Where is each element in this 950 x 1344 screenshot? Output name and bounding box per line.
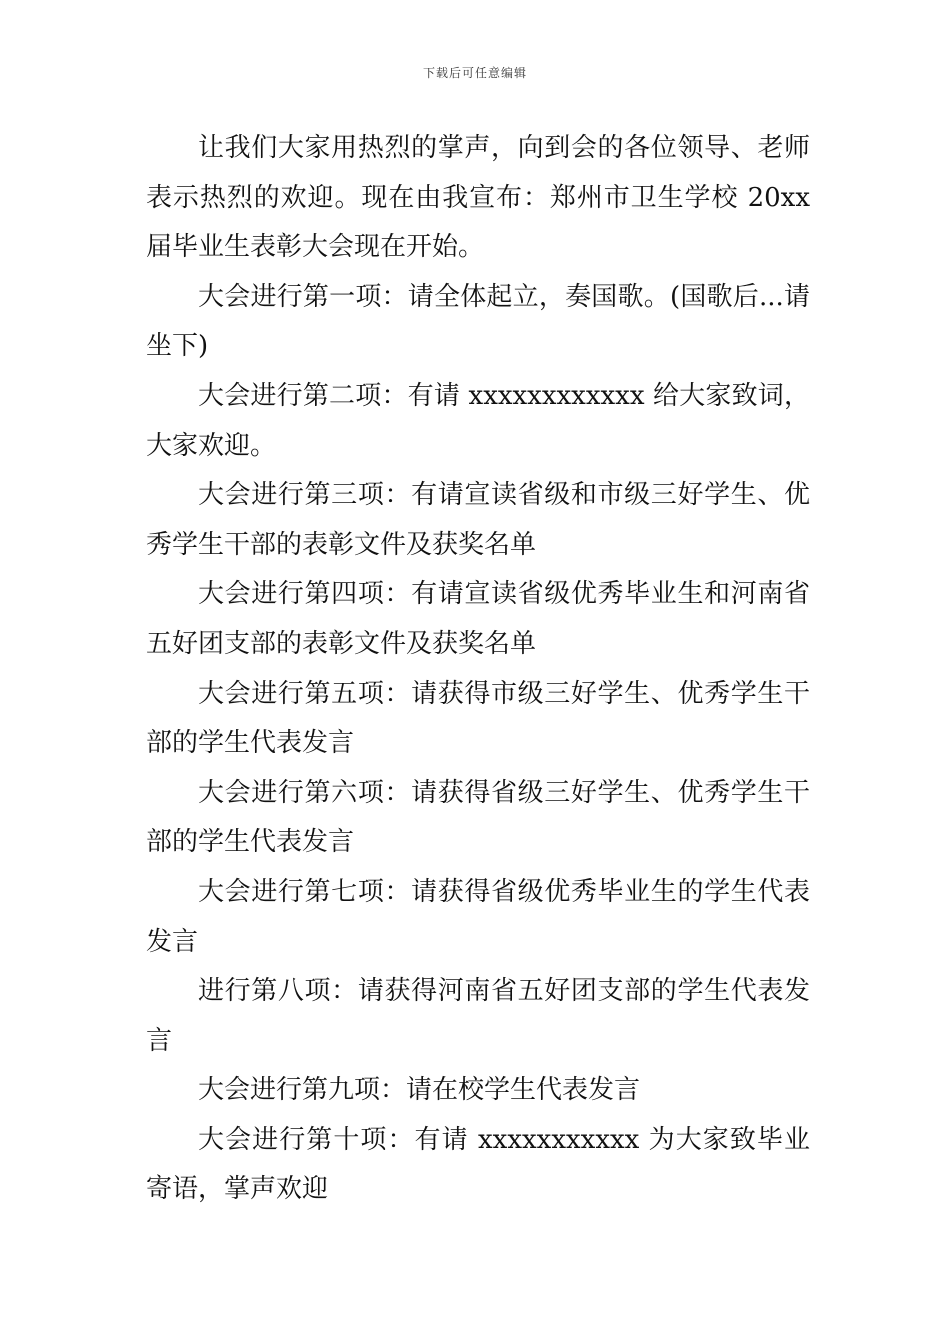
paragraph-item-2: 大会进行第二项：有请 xxxxxxxxxxxx 给大家致词，大家欢迎。 <box>146 380 810 461</box>
paragraph-item-5: 大会进行第五项：请获得市级三好学生、优秀学生干部的学生代表发言 <box>146 678 810 759</box>
paragraph-item-9: 大会进行第九项：请在校学生代表发言 <box>198 1075 641 1106</box>
paragraph-item-8: 进行第八项：请获得河南省五好团支部的学生代表发言 <box>146 976 810 1056</box>
paragraph-item-6: 大会进行第六项：请获得省级三好学生、优秀学生干部的学生代表发言 <box>146 777 810 858</box>
document-body <box>146 124 810 1215</box>
paragraph-opening: 让我们大家用热烈的掌声，向到会的各位领导、老师表示热烈的欢迎。现在由我宣布：郑州市卫生学校 20xx 届毕业生表彰大会现在开始。 <box>146 133 810 263</box>
paragraph-item-10: 大会进行第十项：有请 xxxxxxxxxxx 为大家致毕业寄语，掌声欢迎 <box>146 1124 810 1205</box>
paragraph-item-1: 大会进行第一项：请全体起立，奏国歌。(国歌后...请坐下) <box>146 281 810 362</box>
paragraph-item-3: 大会进行第三项：有请宣读省级和市级三好学生、优秀学生干部的表彰文件及获奖名单 <box>146 480 810 560</box>
paragraph-item-7: 大会进行第七项：请获得省级优秀毕业生的学生代表发言 <box>146 876 810 957</box>
paragraph-item-4: 大会进行第四项：有请宣读省级优秀毕业生和河南省五好团支部的表彰文件及获奖名单 <box>146 579 810 659</box>
page-header: 下载后可任意编辑 <box>422 66 527 80</box>
